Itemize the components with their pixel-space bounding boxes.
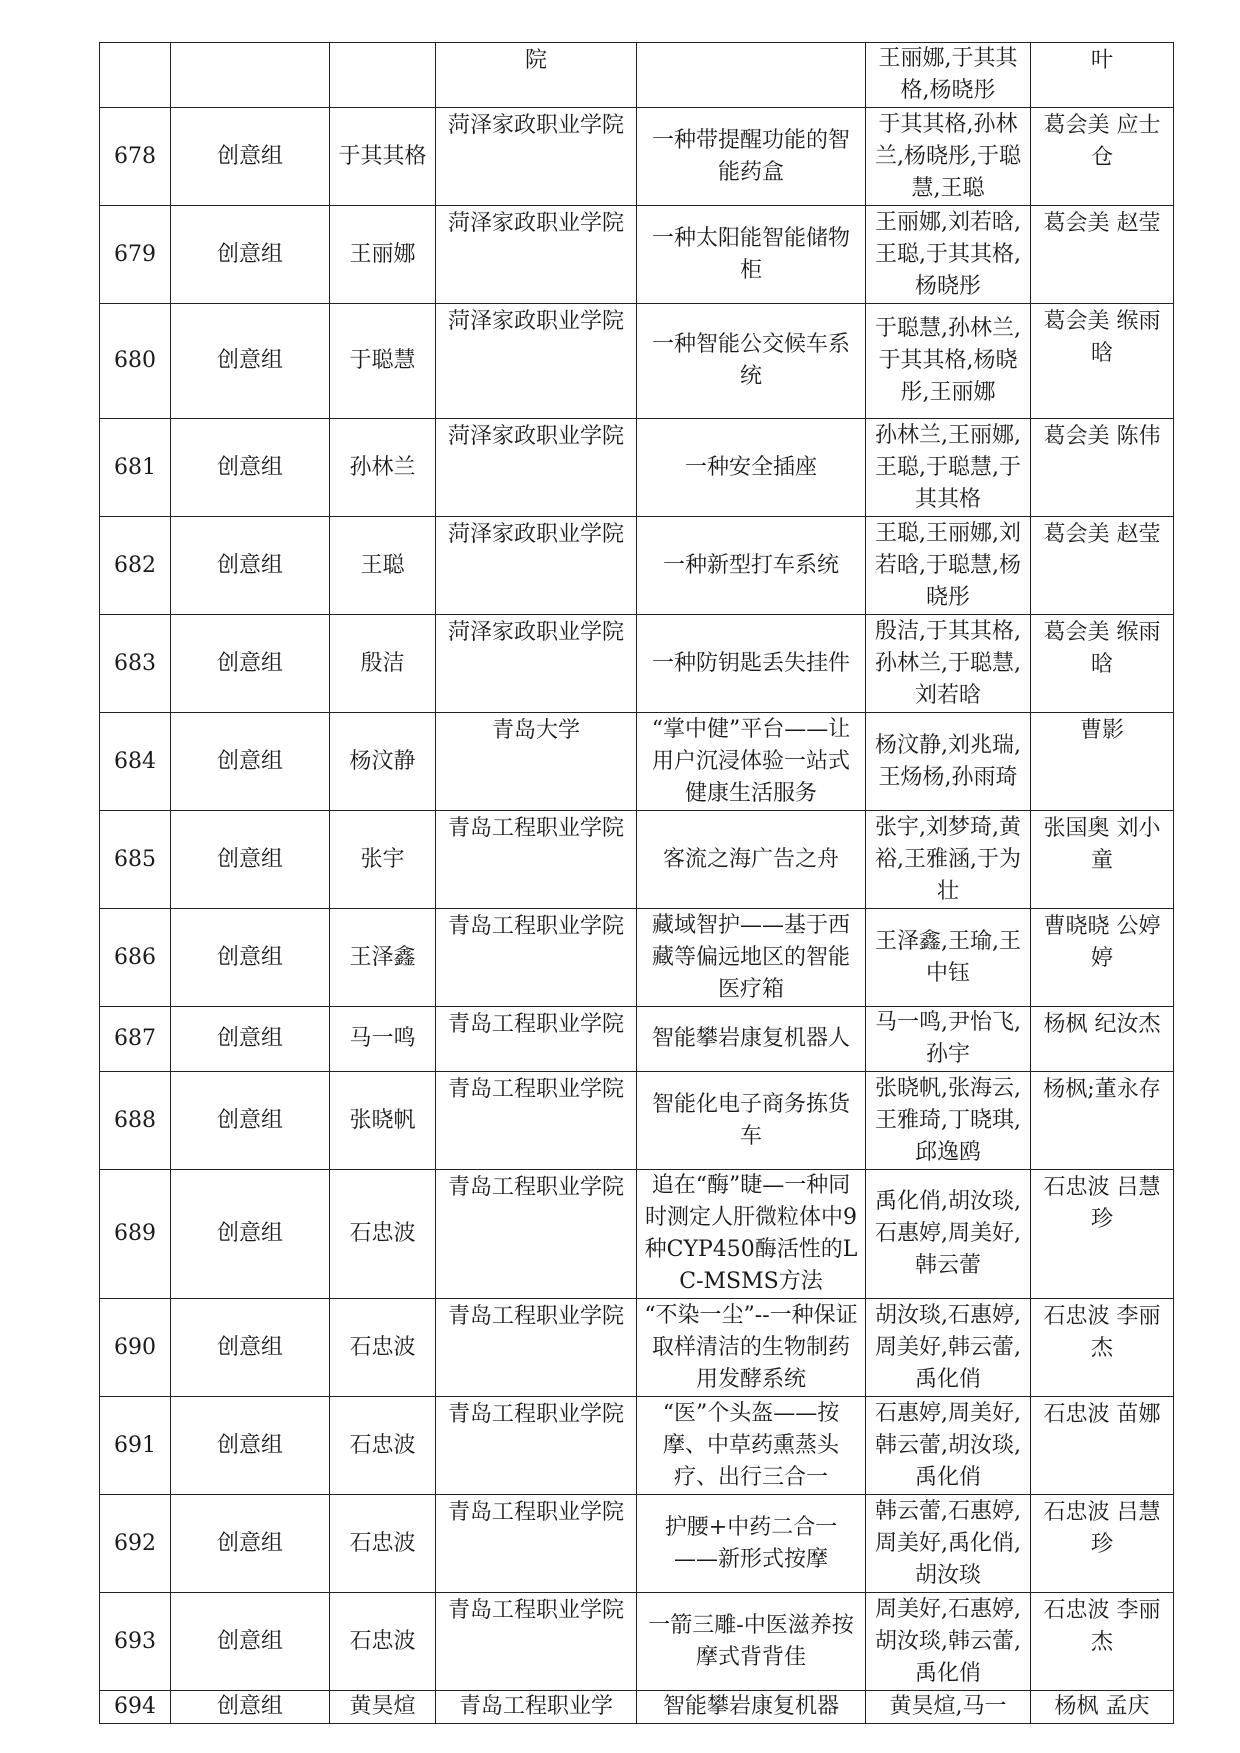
cell-leader: 于聪慧 (330, 304, 436, 419)
cell-school: 青岛工程职业学院 (436, 1170, 637, 1299)
cell-no: 678 (100, 108, 171, 206)
cell-no: 684 (100, 713, 171, 811)
cell-project: 一种智能公交候车系统 (637, 304, 866, 419)
table-row (100, 517, 1174, 615)
cell-school: 青岛工程职业学院 (436, 811, 637, 909)
cell-group: 创意组 (171, 1397, 330, 1495)
awards-table (99, 42, 1174, 1724)
table-row (100, 304, 1174, 419)
cell-advisor: 叶 (1031, 43, 1174, 108)
cell-no: 686 (100, 909, 171, 1007)
cell-group: 创意组 (171, 108, 330, 206)
cell-group: 创意组 (171, 517, 330, 615)
cell-school: 院 (436, 43, 637, 108)
table-row (100, 206, 1174, 304)
cell-leader: 马一鸣 (330, 1007, 436, 1072)
cell-project (637, 43, 866, 108)
table-row (100, 1170, 1174, 1299)
cell-advisor: 葛会美 赵莹 (1031, 206, 1174, 304)
cell-no (100, 43, 171, 108)
cell-project: 一种新型打车系统 (637, 517, 866, 615)
table-row (100, 1299, 1174, 1397)
table-row (100, 909, 1174, 1007)
cell-project: “医”个头盔——按摩、中草药熏蒸头疗、出行三合一 (637, 1397, 866, 1495)
cell-group: 创意组 (171, 1495, 330, 1593)
cell-members: 王丽娜,刘若晗,王聪,于其其格,杨晓彤 (866, 206, 1031, 304)
cell-leader: 张晓帆 (330, 1072, 436, 1170)
cell-group: 创意组 (171, 615, 330, 713)
cell-advisor: 石忠波 吕慧珍 (1031, 1495, 1174, 1593)
cell-leader: 王聪 (330, 517, 436, 615)
table-row (100, 1072, 1174, 1170)
cell-group: 创意组 (171, 1299, 330, 1397)
cell-leader: 王泽鑫 (330, 909, 436, 1007)
cell-members: 杨汶静,刘兆瑞,王炀杨,孙雨琦 (866, 713, 1031, 811)
cell-leader: 石忠波 (330, 1495, 436, 1593)
cell-school: 青岛工程职业学院 (436, 1495, 637, 1593)
cell-leader (330, 43, 436, 108)
table-row (100, 1593, 1174, 1691)
cell-no: 681 (100, 419, 171, 517)
cell-project: 追在“酶”睫—一种同时测定人肝微粒体中9种CYP450酶活性的LC-MSMS方法 (637, 1170, 866, 1299)
cell-leader: 黄昊煊 (330, 1691, 436, 1724)
cell-members: 韩云蕾,石惠婷,周美好,禹化俏,胡汝琰 (866, 1495, 1031, 1593)
cell-advisor: 石忠波 苗娜 (1031, 1397, 1174, 1495)
cell-no: 691 (100, 1397, 171, 1495)
cell-project: 智能攀岩康复机器人 (637, 1007, 866, 1072)
cell-group: 创意组 (171, 1007, 330, 1072)
cell-group: 创意组 (171, 1691, 330, 1724)
cell-leader: 张宇 (330, 811, 436, 909)
cell-project: 一种防钥匙丢失挂件 (637, 615, 866, 713)
cell-leader: 王丽娜 (330, 206, 436, 304)
cell-project: 智能化电子商务拣货车 (637, 1072, 866, 1170)
cell-school: 青岛工程职业学院 (436, 909, 637, 1007)
cell-members: 殷洁,于其其格,孙林兰,于聪慧,刘若晗 (866, 615, 1031, 713)
cell-group: 创意组 (171, 1170, 330, 1299)
cell-no: 683 (100, 615, 171, 713)
cell-advisor: 葛会美 缑雨晗 (1031, 615, 1174, 713)
cell-group (171, 43, 330, 108)
cell-group: 创意组 (171, 1593, 330, 1691)
cell-no: 688 (100, 1072, 171, 1170)
table-row (100, 1691, 1174, 1724)
cell-advisor: 石忠波 李丽杰 (1031, 1593, 1174, 1691)
cell-group: 创意组 (171, 1072, 330, 1170)
cell-project: 一种太阳能智能储物柜 (637, 206, 866, 304)
cell-group: 创意组 (171, 304, 330, 419)
cell-advisor: 杨枫 纪汝杰 (1031, 1007, 1174, 1072)
table-row-continuation (100, 43, 1174, 108)
cell-advisor: 葛会美 应士仓 (1031, 108, 1174, 206)
cell-project: 智能攀岩康复机器 (637, 1691, 866, 1724)
cell-members: 马一鸣,尹怡飞,孙宇 (866, 1007, 1031, 1072)
cell-leader: 殷洁 (330, 615, 436, 713)
cell-members: 王泽鑫,王瑜,王中钰 (866, 909, 1031, 1007)
cell-no: 689 (100, 1170, 171, 1299)
cell-advisor: 张国奥 刘小童 (1031, 811, 1174, 909)
cell-members: 王丽娜,于其其格,杨晓彤 (866, 43, 1031, 108)
cell-group: 创意组 (171, 206, 330, 304)
cell-advisor: 葛会美 陈伟 (1031, 419, 1174, 517)
cell-school: 青岛工程职业学 (436, 1691, 637, 1724)
cell-no: 692 (100, 1495, 171, 1593)
cell-members: 于聪慧,孙林兰,于其其格,杨晓彤,王丽娜 (866, 304, 1031, 419)
cell-group: 创意组 (171, 909, 330, 1007)
cell-advisor: 石忠波 李丽杰 (1031, 1299, 1174, 1397)
cell-no: 679 (100, 206, 171, 304)
cell-leader: 杨汶静 (330, 713, 436, 811)
cell-members: 于其其格,孙林兰,杨晓彤,于聪慧,王聪 (866, 108, 1031, 206)
cell-members: 石惠婷,周美好,韩云蕾,胡汝琰,禹化俏 (866, 1397, 1031, 1495)
cell-advisor: 曹晓晓 公婷婷 (1031, 909, 1174, 1007)
cell-advisor: 曹影 (1031, 713, 1174, 811)
cell-project: 一种安全插座 (637, 419, 866, 517)
cell-school: 菏泽家政职业学院 (436, 419, 637, 517)
cell-no: 680 (100, 304, 171, 419)
cell-school: 菏泽家政职业学院 (436, 108, 637, 206)
cell-school: 青岛工程职业学院 (436, 1593, 637, 1691)
cell-members: 张晓帆,张海云,王雅琦,丁晓琪,邱逸鸥 (866, 1072, 1031, 1170)
table-row (100, 615, 1174, 713)
cell-group: 创意组 (171, 713, 330, 811)
cell-no: 685 (100, 811, 171, 909)
table-row (100, 713, 1174, 811)
cell-school: 青岛工程职业学院 (436, 1299, 637, 1397)
cell-members: 王聪,王丽娜,刘若晗,于聪慧,杨晓彤 (866, 517, 1031, 615)
cell-school: 菏泽家政职业学院 (436, 304, 637, 419)
cell-group: 创意组 (171, 811, 330, 909)
cell-project: 一箭三雕-中医滋养按摩式背背佳 (637, 1593, 866, 1691)
table-row (100, 1007, 1174, 1072)
cell-no: 693 (100, 1593, 171, 1691)
cell-project: 藏域智护——基于西藏等偏远地区的智能医疗箱 (637, 909, 866, 1007)
cell-project: “不染一尘”--一种保证取样清洁的生物制药用发酵系统 (637, 1299, 866, 1397)
cell-no: 687 (100, 1007, 171, 1072)
cell-project: 护腰+中药二合一——新形式按摩 (637, 1495, 866, 1593)
table-row (100, 1495, 1174, 1593)
cell-project: 一种带提醒功能的智能药盒 (637, 108, 866, 206)
cell-school: 菏泽家政职业学院 (436, 517, 637, 615)
table-row (100, 1397, 1174, 1495)
cell-advisor: 石忠波 吕慧珍 (1031, 1170, 1174, 1299)
cell-advisor: 葛会美 赵莹 (1031, 517, 1174, 615)
cell-leader: 孙林兰 (330, 419, 436, 517)
cell-school: 菏泽家政职业学院 (436, 206, 637, 304)
cell-advisor: 葛会美 缑雨晗 (1031, 304, 1174, 419)
cell-members: 周美好,石惠婷,胡汝琰,韩云蕾,禹化俏 (866, 1593, 1031, 1691)
cell-school: 青岛工程职业学院 (436, 1072, 637, 1170)
table-row (100, 419, 1174, 517)
awards-table-body (100, 43, 1174, 1724)
cell-members: 胡汝琰,石惠婷,周美好,韩云蕾,禹化俏 (866, 1299, 1031, 1397)
cell-no: 690 (100, 1299, 171, 1397)
cell-project: 客流之海广告之舟 (637, 811, 866, 909)
cell-advisor: 杨枫 孟庆 (1031, 1691, 1174, 1724)
cell-group: 创意组 (171, 419, 330, 517)
cell-no: 682 (100, 517, 171, 615)
cell-leader: 石忠波 (330, 1299, 436, 1397)
cell-school: 青岛工程职业学院 (436, 1397, 637, 1495)
cell-leader: 石忠波 (330, 1170, 436, 1299)
table-row (100, 811, 1174, 909)
cell-school: 青岛大学 (436, 713, 637, 811)
cell-school: 菏泽家政职业学院 (436, 615, 637, 713)
cell-members: 孙林兰,王丽娜,王聪,于聪慧,于其其格 (866, 419, 1031, 517)
cell-school: 青岛工程职业学院 (436, 1007, 637, 1072)
table-row (100, 108, 1174, 206)
cell-leader: 石忠波 (330, 1397, 436, 1495)
cell-project: “掌中健”平台——让用户沉浸体验一站式健康生活服务 (637, 713, 866, 811)
cell-no: 694 (100, 1691, 171, 1724)
cell-advisor: 杨枫;董永存 (1031, 1072, 1174, 1170)
cell-members: 黄昊煊,马一 (866, 1691, 1031, 1724)
cell-members: 张宇,刘梦琦,黄裕,王雅涵,于为壮 (866, 811, 1031, 909)
cell-members: 禹化俏,胡汝琰,石惠婷,周美好,韩云蕾 (866, 1170, 1031, 1299)
cell-leader: 于其其格 (330, 108, 436, 206)
cell-leader: 石忠波 (330, 1593, 436, 1691)
